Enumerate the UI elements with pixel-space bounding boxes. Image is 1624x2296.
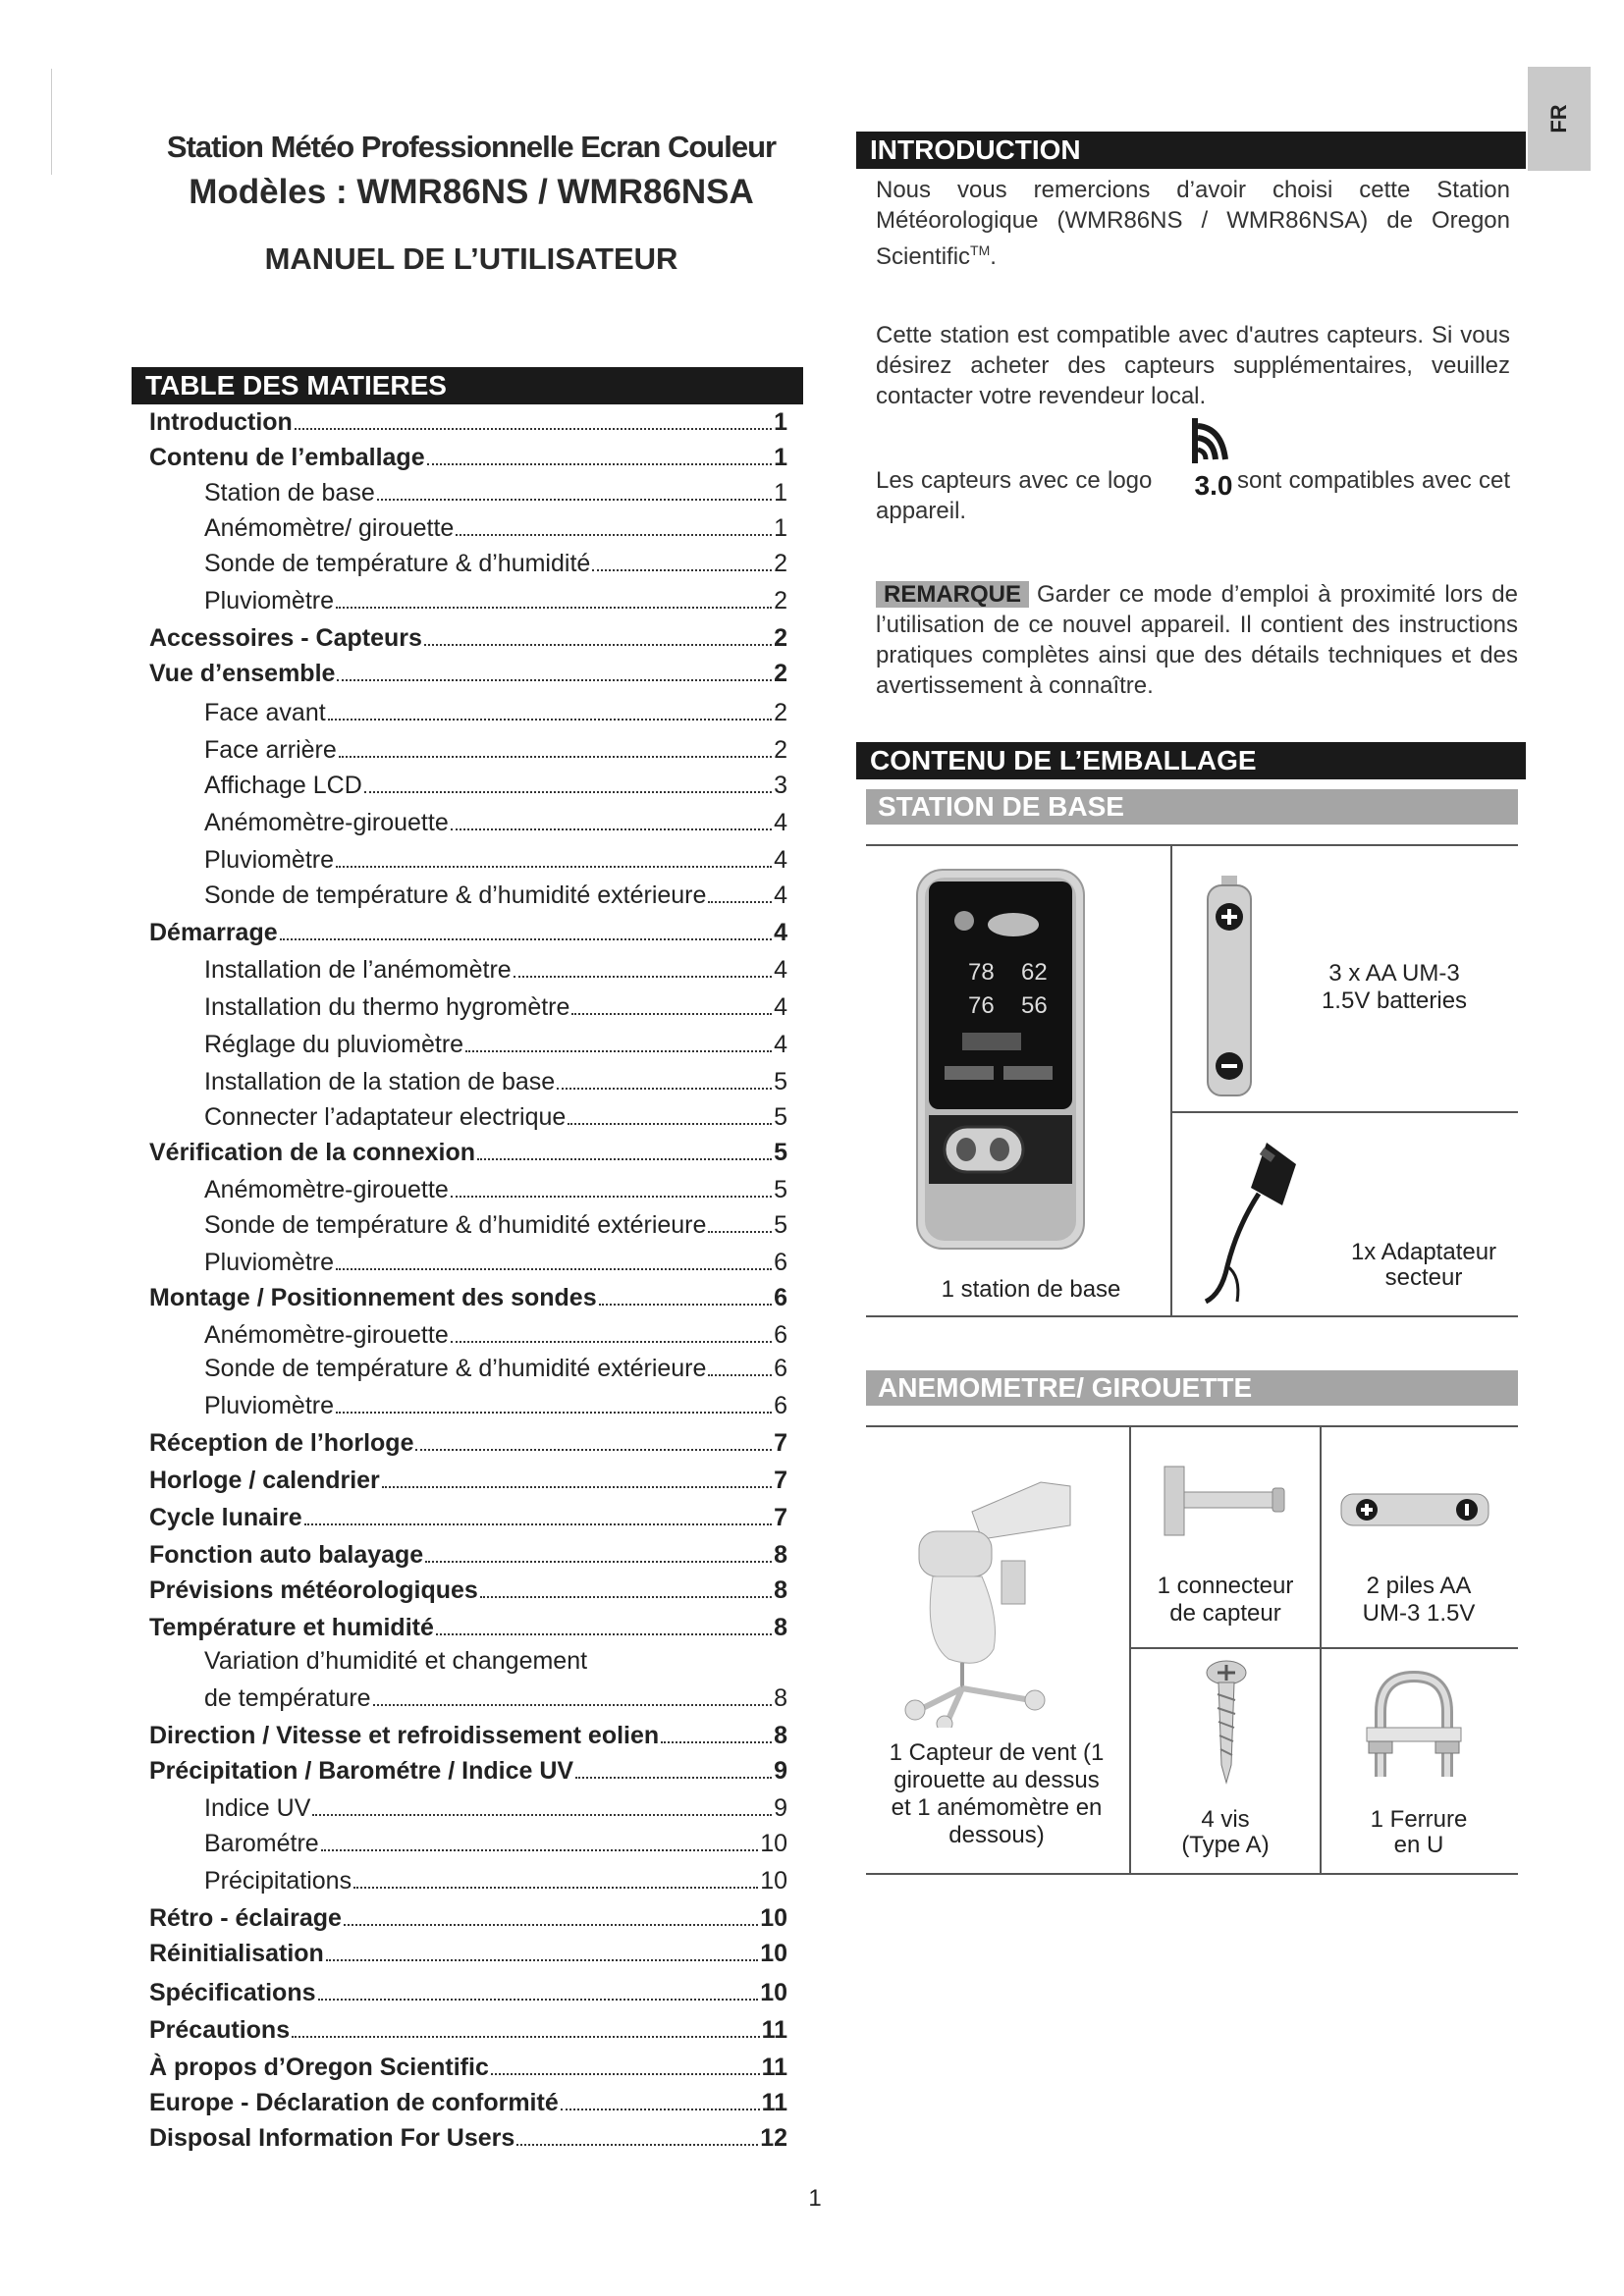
screws-caption-1: 4 vis	[1201, 1806, 1250, 1833]
toc-entry[interactable]	[149, 1794, 787, 1828]
toc-entry[interactable]	[149, 1321, 787, 1355]
toc-entry-page: 2	[774, 624, 787, 652]
toc-entry[interactable]	[149, 1940, 787, 1973]
aa-batteries-caption-1: 2 piles AA	[1366, 1573, 1472, 1599]
toc-entry-page: 10	[760, 1867, 787, 1895]
toc-entry[interactable]	[149, 1355, 787, 1388]
toc-entry[interactable]	[149, 1392, 787, 1425]
toc-entry-label: Réception de l’horloge	[149, 1429, 414, 1457]
contenu-heading: CONTENU DE L’EMBALLAGE	[856, 742, 1526, 779]
toc-leader-dots	[353, 1887, 758, 1889]
introduction-heading: INTRODUCTION	[856, 132, 1526, 169]
toc-entry-page: 4	[774, 919, 787, 946]
toc-entry-label: Direction / Vitesse et refroidissement eolien	[149, 1722, 660, 1749]
toc-entry[interactable]	[149, 993, 787, 1027]
toc-leader-dots	[480, 1596, 772, 1598]
toc-entry-page: 11	[761, 2016, 787, 2044]
toc-entry-page: 10	[760, 1979, 787, 2006]
trademark-sup: TM	[970, 242, 991, 258]
toc-entry-label: Introduction	[149, 408, 293, 436]
toc-leader-dots	[295, 428, 772, 430]
toc-entry[interactable]	[149, 881, 787, 915]
toc-entry-page: 10	[760, 1830, 787, 1857]
toc-entry-label: Variation d’humidité et changement	[204, 1647, 588, 1675]
toc-entry[interactable]	[149, 1614, 787, 1647]
toc-entry-label: Réinitialisation	[149, 1940, 324, 1967]
toc-entry-page: 7	[774, 1504, 787, 1531]
toc-entry-page: 4	[774, 881, 787, 909]
power-adapter-image	[1198, 1129, 1316, 1306]
station-grid-bottom	[866, 1315, 1518, 1317]
remarque-note	[876, 579, 1518, 701]
toc-leader-dots	[280, 938, 772, 940]
toc-entry-page: 1	[774, 514, 787, 542]
toc-leader-dots	[344, 1924, 758, 1926]
toc-leader-dots	[364, 791, 772, 793]
toc-leader-dots	[292, 2036, 759, 2038]
toc-entry-page: 6	[774, 1284, 787, 1311]
toc-entry-label: Sonde de température & d’humidité	[204, 550, 591, 577]
toc-entry-label: Démarrage	[149, 919, 278, 946]
u-bolt-caption-2: en U	[1393, 1832, 1444, 1858]
language-tab-label: FR	[1546, 104, 1571, 133]
toc-entry[interactable]	[149, 1249, 787, 1282]
toc-entry-page: 2	[774, 699, 787, 726]
toc-entry-label: Contenu de l’emballage	[149, 444, 425, 471]
toc-entry[interactable]	[149, 444, 787, 477]
toc-leader-dots	[321, 1849, 758, 1851]
toc-entry-label: Pluviomètre	[204, 1392, 334, 1419]
toc-entry-page: 6	[774, 1392, 787, 1419]
toc-leader-dots	[373, 1704, 773, 1706]
intro-paragraph-3	[876, 465, 1510, 526]
lcd-value-2: 62	[1021, 959, 1048, 986]
toc-entry[interactable]	[149, 1904, 787, 1938]
toc-entry[interactable]	[149, 1757, 787, 1790]
toc-entry-label: Sonde de température & d’humidité extérieure	[204, 1211, 707, 1239]
toc-entry-page: 6	[774, 1355, 787, 1382]
intro-paragraph-3-b: sont compatibles avec cet appareil.	[876, 467, 1511, 524]
toc-entry-page: 9	[774, 1757, 787, 1785]
toc-entry-page: 5	[774, 1139, 787, 1166]
toc-leader-dots	[561, 2109, 760, 2110]
toc-entry-page: 9	[774, 1794, 787, 1822]
toc-leader-dots	[424, 644, 772, 646]
toc-entry-label: Installation du thermo hygromètre	[204, 993, 570, 1021]
toc-entry-label: Face avant	[204, 699, 326, 726]
toc-leader-dots	[575, 1777, 772, 1779]
toc-entry-page: 6	[774, 1321, 787, 1349]
toc-entry-label: Vue d’ensemble	[149, 660, 336, 687]
toc-leader-dots	[708, 901, 772, 903]
toc-entry-label: Connecter l’adaptateur electrique	[204, 1103, 567, 1131]
intro-paragraph-1	[876, 175, 1510, 272]
toc-entry-label: de température	[204, 1684, 371, 1712]
toc-entry-page: 5	[774, 1211, 787, 1239]
toc-entry-label: Anémomètre-girouette	[204, 809, 449, 836]
battery-aa-image	[1337, 1488, 1494, 1531]
toc-leader-dots	[708, 1231, 772, 1233]
toc-entry[interactable]	[149, 956, 787, 989]
toc-entry-label: Spécifications	[149, 1979, 316, 2006]
toc-entry-page: 1	[774, 479, 787, 507]
toc-leader-dots	[339, 756, 772, 758]
language-tab	[1528, 67, 1591, 171]
intro-paragraph-3-a: Les capteurs avec ce logo	[876, 467, 1153, 494]
toc-entry-page: 8	[774, 1541, 787, 1569]
page-number: 1	[808, 2185, 822, 2212]
toc-entry-page: 5	[774, 1103, 787, 1131]
toc-entry-label: Vérification de la connexion	[149, 1139, 476, 1166]
toc-entry-page: 2	[774, 660, 787, 687]
toc-entry[interactable]	[149, 772, 787, 805]
toc-entry-label: Europe - Déclaration de conformité	[149, 2089, 559, 2116]
wind-sensor-caption-4: dessous)	[948, 1822, 1045, 1848]
toc-entry[interactable]	[149, 1139, 787, 1172]
toc-entry-label: Fonction auto balayage	[149, 1541, 424, 1569]
toc-entry-page: 10	[760, 1940, 787, 1967]
toc-entry-page: 4	[774, 1031, 787, 1058]
toc-leader-dots	[337, 679, 772, 681]
toc-leader-dots	[328, 719, 772, 721]
toc-entry[interactable]	[149, 660, 787, 693]
toc-entry-label: Montage / Positionnement des sondes	[149, 1284, 597, 1311]
toc-entry[interactable]	[149, 624, 787, 658]
intro-paragraph-1-text: Nous vous remercions d’avoir choisi cette Station Météorologique (WMR86NS / WMR86NSA) de Oregon Scientific	[876, 177, 1510, 270]
connector-caption-2: de capteur	[1169, 1600, 1281, 1627]
toc-leader-dots	[465, 1050, 772, 1052]
toc-entry[interactable]	[149, 1867, 787, 1900]
toc-entry[interactable]	[149, 1068, 787, 1101]
toc-entry-label: Pluviomètre	[204, 1249, 334, 1276]
toc-entry-label: Indice UV	[204, 1794, 311, 1822]
toc-entry-label: Barométre	[204, 1830, 319, 1857]
toc-leader-dots	[382, 1486, 772, 1488]
logo-text: 3.0	[1194, 470, 1233, 501]
toc-leader-dots	[451, 1341, 772, 1343]
wind-sensor-image	[884, 1453, 1080, 1728]
lcd-value-4: 56	[1021, 992, 1048, 1019]
toc-leader-dots	[516, 2144, 758, 2146]
document-subtitle: MANUEL DE L’UTILISATEUR	[264, 241, 678, 276]
station-grid-mid	[1172, 1111, 1518, 1113]
toc-entry[interactable]	[149, 1830, 787, 1863]
toc-entry-page: 8	[774, 1576, 787, 1604]
toc-entry[interactable]	[149, 2089, 787, 2122]
toc-entry[interactable]	[149, 809, 787, 842]
toc-entry-page: 12	[760, 2124, 787, 2152]
toc-leader-dots	[326, 1959, 758, 1961]
toc-entry-label: Précipitations	[204, 1867, 352, 1895]
toc-entry[interactable]	[149, 408, 787, 442]
toc-leader-dots	[336, 1268, 772, 1270]
toc-entry-label: Station de base	[204, 479, 375, 507]
toc-entry[interactable]	[149, 699, 787, 732]
toc-entry-page: 4	[774, 809, 787, 836]
toc-entry-page: 4	[774, 846, 787, 874]
toc-entry[interactable]	[149, 2054, 787, 2087]
u-bolt-caption-1: 1 Ferrure	[1370, 1806, 1468, 1833]
toc-entry-label: Sonde de température & d’humidité extérieure	[204, 1355, 707, 1382]
toc-entry-page: 5	[774, 1176, 787, 1203]
toc-entry-label: Cycle lunaire	[149, 1504, 302, 1531]
toc-entry-label: Sonde de température & d’humidité extérieure	[204, 881, 707, 909]
anemo-grid-top	[866, 1425, 1518, 1427]
toc-leader-dots	[557, 1088, 772, 1090]
toc-entry[interactable]	[149, 587, 787, 620]
toc-entry-page: 4	[774, 956, 787, 984]
toc-leader-dots	[304, 1523, 772, 1525]
station-de-base-heading: STATION DE BASE	[866, 789, 1518, 825]
toc-leader-dots	[377, 499, 772, 501]
toc-entry-page: 2	[774, 587, 787, 614]
toc-leader-dots	[661, 1741, 772, 1743]
anemo-grid-bottom	[866, 1873, 1518, 1875]
toc-leader-dots	[451, 1196, 772, 1198]
toc-entry[interactable]	[149, 1647, 787, 1681]
toc-entry-label: Installation de l’anémomètre	[204, 956, 512, 984]
intro-paragraph-1-end: .	[990, 243, 997, 270]
toc-leader-dots	[336, 607, 772, 609]
toc-entry[interactable]	[149, 1429, 787, 1463]
toc-entry[interactable]	[149, 1541, 787, 1575]
toc-entry-label: Réglage du pluviomètre	[204, 1031, 464, 1058]
toc-entry-page: 2	[774, 550, 787, 577]
toc-entry[interactable]	[149, 479, 787, 512]
toc-entry-label: Affichage LCD	[204, 772, 362, 799]
toc-entry-page: 4	[774, 993, 787, 1021]
toc-entry-page: 6	[774, 1249, 787, 1276]
toc-entry-label: Disposal Information For Users	[149, 2124, 515, 2152]
toc-entry-page: 1	[774, 444, 787, 471]
toc-leader-dots	[318, 1999, 759, 2001]
connector-image	[1155, 1463, 1292, 1541]
toc-leader-dots	[336, 866, 772, 868]
toc-entry[interactable]	[149, 1284, 787, 1317]
toc-entry[interactable]	[149, 1504, 787, 1537]
toc-entry[interactable]	[149, 1979, 787, 2012]
toc-leader-dots	[336, 1412, 772, 1414]
toc-leader-dots	[436, 1633, 772, 1635]
toc-entry-label: Précipitation / Barométre / Indice UV	[149, 1757, 574, 1785]
toc-entry-page: 8	[774, 1614, 787, 1641]
wind-sensor-caption-2: girouette au dessus	[893, 1767, 1100, 1793]
toc-entry[interactable]	[149, 846, 787, 880]
toc-entry[interactable]	[149, 1722, 787, 1755]
batteries-caption-1: 3 x AA UM-3	[1328, 960, 1460, 987]
base-station-image	[905, 864, 1092, 1256]
toc-entry-label: Anémomètre/ girouette	[204, 514, 455, 542]
toc-leader-dots	[571, 1013, 772, 1015]
toc-entry-page: 3	[774, 772, 787, 799]
toc-entry[interactable]	[149, 1576, 787, 1610]
toc-entry-page: 7	[774, 1467, 787, 1494]
toc-leader-dots	[491, 2073, 760, 2075]
anemometre-heading: ANEMOMETRE/ GIROUETTE	[866, 1370, 1518, 1406]
toc-entry[interactable]	[149, 514, 787, 548]
anemo-grid-divider-1	[1129, 1427, 1131, 1875]
toc-entry-label: Face arrière	[204, 736, 337, 764]
screws-caption-2: (Type A)	[1181, 1832, 1270, 1858]
toc-leader-dots	[312, 1814, 772, 1816]
anemo-grid-mid	[1131, 1647, 1518, 1649]
toc-entry[interactable]	[149, 1103, 787, 1137]
lcd-value-3: 76	[968, 992, 995, 1019]
toc-entry[interactable]	[149, 1031, 787, 1064]
toc-entry-label: Prévisions météorologiques	[149, 1576, 478, 1604]
toc-entry-label: À propos d’Oregon Scientific	[149, 2054, 489, 2081]
station-grid-top	[866, 844, 1518, 846]
screw-icon	[1204, 1659, 1249, 1787]
wind-sensor-caption-1: 1 Capteur de vent (1	[889, 1739, 1105, 1766]
document-title: Station Météo Professionnelle Ecran Couleur	[166, 130, 777, 164]
toc-entry[interactable]	[149, 2016, 787, 2050]
toc-leader-dots	[415, 1449, 772, 1451]
aa-batteries-caption-2: UM-3 1.5V	[1362, 1600, 1476, 1627]
adapter-caption-2: secteur	[1384, 1264, 1463, 1291]
lcd-value-1: 78	[968, 959, 995, 986]
toc-entry-page: 8	[774, 1684, 787, 1712]
toc-leader-dots	[477, 1158, 772, 1160]
toc-entry-page: 2	[774, 736, 787, 764]
toc-entry[interactable]	[149, 1467, 787, 1500]
toc-entry[interactable]	[149, 1211, 787, 1245]
toc-leader-dots	[592, 569, 772, 571]
toc-entry[interactable]	[149, 550, 787, 583]
toc-entry-label: Pluviomètre	[204, 846, 334, 874]
connector-caption-1: 1 connecteur	[1157, 1573, 1294, 1599]
u-bolt-icon	[1355, 1669, 1473, 1787]
toc-entry-label: Anémomètre-girouette	[204, 1321, 449, 1349]
toc-entry[interactable]	[149, 736, 787, 770]
toc-entry-page: 11	[761, 2089, 787, 2116]
toc-entry-label: Pluviomètre	[204, 587, 334, 614]
toc-entry-label: Anémomètre-girouette	[204, 1176, 449, 1203]
batteries-caption-2: 1.5V batteries	[1321, 988, 1468, 1014]
toc-entry-label: Accessoires - Capteurs	[149, 624, 422, 652]
remarque-text: Garder ce mode d’emploi à proximité lors de l’utilisation de ce nouvel appareil. Il contient des instructions pratiques complètes ainsi que des détails techniques et des avertissement à connaître.	[876, 581, 1518, 699]
toc-entry-page: 8	[774, 1722, 787, 1749]
toc-leader-dots	[599, 1304, 772, 1306]
toc-entry-label: Installation de la station de base	[204, 1068, 556, 1095]
toc-entry-page: 5	[774, 1068, 787, 1095]
toc-leader-dots	[514, 976, 772, 978]
margin-rule	[51, 69, 52, 175]
base-station-caption: 1 station de base	[941, 1276, 1121, 1303]
document-models: Modèles : WMR86NS / WMR86NSA	[189, 173, 754, 211]
toc-entry[interactable]	[149, 1684, 787, 1718]
toc-entry-page: 7	[774, 1429, 787, 1457]
toc-leader-dots	[456, 534, 772, 536]
toc-entry-page: 10	[760, 1904, 787, 1932]
toc-entry[interactable]	[149, 1176, 787, 1209]
toc-entry[interactable]	[149, 919, 787, 952]
toc-leader-dots	[451, 828, 772, 830]
toc-leader-dots	[427, 463, 772, 465]
toc-entry-label: Horloge / calendrier	[149, 1467, 380, 1494]
toc-entry-label: Précautions	[149, 2016, 291, 2044]
toc-heading: TABLE DES MATIERES	[132, 367, 803, 404]
toc-leader-dots	[708, 1374, 772, 1376]
toc-leader-dots	[568, 1123, 772, 1125]
remarque-tag: REMARQUE	[876, 581, 1029, 608]
toc-entry-label: Rétro - éclairage	[149, 1904, 342, 1932]
toc-entry-page: 1	[774, 408, 787, 436]
toc-entry[interactable]	[149, 2124, 787, 2158]
adapter-caption-1: 1x Adaptateur	[1350, 1239, 1497, 1265]
intro-paragraph-2: Cette station est compatible avec d'autres capteurs. Si vous désirez acheter des capteurs supplémentaires, veuillez contacter votre revendeur local.	[876, 322, 1510, 409]
battery-image	[1200, 874, 1259, 1099]
toc-entry-label: Température et humidité	[149, 1614, 434, 1641]
anemo-grid-divider-2	[1320, 1427, 1322, 1875]
station-grid-divider	[1170, 846, 1172, 1317]
wind-sensor-caption-3: et 1 anémomètre en	[891, 1794, 1103, 1821]
toc-leader-dots	[425, 1561, 772, 1563]
toc-entry-page: 11	[761, 2054, 787, 2081]
